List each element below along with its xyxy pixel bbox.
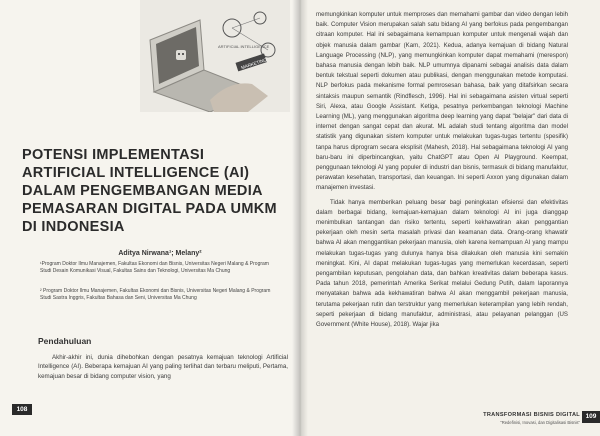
intro-paragraph: Akhir-akhir ini, dunia dihebohkan dengan pesatnya kemajuan teknologi Artificial Intelligence (AI). Beberapa kemajuan AI yang paling terlihat dan terbaru meliputi, Pertama, kemajuan besar di bidang computer vision, yang <box>38 354 288 380</box>
photo-sign-label: MARKETING <box>240 57 268 71</box>
body-paragraph: Tidak hanya memberikan peluang besar bagi peningkatan efisiensi dan efektivitas dalam berbagai bidang, kemajuan-kemajuan dalam teknologi AI ini juga dianggap menimbulkan tantangan dan risiko tertentu, seperti kekhawatiran akan penggantian pekerjaan oleh mesin serta masalah privasi dan keamanan data. Orang-orang khawatir bahwa AI akan menggantikan pekerjaan manusia, oleh karena kemampuan AI yang mampu melakukan tugas-tugas yang dulunya hanya bisa dilakukan oleh manusia kini semakin meningkat. Kini, AI dapat melakukan tugas-tugas yang memerlukan kecerdasan, seperti pengambilan keputusan, pengolahan data, dan bahkan kreativitas dalam beberapa kasus. Pada tahun 2018, pemerintah Amerika Serikat melalui Gedung Putih, dalam laporannya menyatakan bahwa ada kekhawatiran bahwa AI akan menggambil pekerjaan manusia, terutama pekerjaan rutin dan terstruktur yang memerlukan keterampilan yang lebih rendah, seperti pekerjaan di bidang manufaktur, administrasi, atau pelayanan pelanggan (US Government (White House), 2018). Wajar jika <box>316 198 568 329</box>
affiliation-1: ¹Program Doktor Ilmu Manajemen, Fakultas Ekonomi dan Bisnis, Universitas Negeri Malang & Program Studi Desain Komunikasi Visual, Fakultas Sains dan Teknologi, Universitas Ma Chung <box>40 261 269 275</box>
body-text <box>316 10 568 330</box>
photo-laptop-illustration <box>140 0 290 112</box>
page-number-left: 108 <box>12 404 32 415</box>
chapter-title-line: DI INDONESIA <box>22 219 125 235</box>
chapter-title-line: PEMASARAN DIGITAL PADA UMKM <box>22 201 277 217</box>
page-number-right: 109 <box>582 411 600 423</box>
body-paragraph: memungkinkan komputer untuk memproses dan memahami gambar dan video dengan lebih baik. Computer Vision merupakan salah satu bidang AI yang berfokus pada pengembangan citraan komputer. Hal ini sebagaimana kemampuan komputer untuk mengenali wajah dan objek manusia dalam gambar (Kam, 2021). Kedua, adanya kemajuan di bidang Natural Language Processing (NLP), yang memungkinkan komputer dapat memahami (merespon) bahasa manusia dengan lebih baik. NLP umumnya dipanami sebagai analisis data dalam bentuk tekstual seperti dokumen atau publikasi, dengan menggunakan metode komputasi. NLP berfokus pada mekanisme formal pemrosesan bahasa, baik yang ditafsirkan secara sintaksis maupun semantik (Rindflesch, 1996). Hal ini sebagaimana asisten virtual seperti Siri, Alexa, atau Google Assistant. Ketiga, pesatnya perkembangan teknologi Machine Learning (ML), yang menggunakan algoritma deep learning yang dapat "belajar" dari data di internet dengan sangat cepat dan akurat. ML adalah studi tentang algoritma dan model statistik yang digunakan sistem komputer untuk melakukan tugas-tugas tertentu (spesifik) tanpa harus diprogram secara eksplisit (Mahesh, 2018). Hal sebagaimana teknologi AI yang baru-baru ini diperbincangkan, yaitu ChatGPT atau Open AI Playground. Keempat, penggunaan teknologi AI yang populer di industri dan bisnis, termasuk di bidang manufaktur, perawatan kesehatan, transportasi, dan keuangan. Ini seperti Axxon yang digunakan dalam manajemen investasi. <box>316 11 568 192</box>
book-gutter-shadow <box>292 0 308 436</box>
photo-sign-label-ai: ARTIFICIAL INTELLIGENCE <box>218 44 270 49</box>
footer-subtitle: "Redefinisi, Inovasi, dan Digitalisasi Bisnis" <box>500 420 580 425</box>
chapter-title-line: ARTIFICIAL INTELLIGENCE (AI) <box>22 165 250 181</box>
running-footer <box>476 412 580 425</box>
footer-title: TRANSFORMASI BISNIS DIGITAL <box>483 412 580 418</box>
chapter-title-line: POTENSI IMPLEMENTASI <box>22 147 205 163</box>
authors: Aditya Nirwana¹; Melany² <box>118 250 202 257</box>
right-page <box>300 0 600 436</box>
chapter-title-line: DALAM PENGEMBANGAN MEDIA <box>22 183 263 199</box>
affiliation-2: ² Program Doktor Ilmu Manajemen, Fakultas Ekonomi dan Bisnis, Universitas Negeri Malang & Program Studi Sastra Inggris, Fakultas Bahasa dan Seni, Universitas Ma Chung <box>40 288 271 302</box>
section-heading: Pendahuluan <box>38 336 92 346</box>
chapter-title <box>22 146 284 236</box>
ai-marketing-photo <box>140 0 290 112</box>
